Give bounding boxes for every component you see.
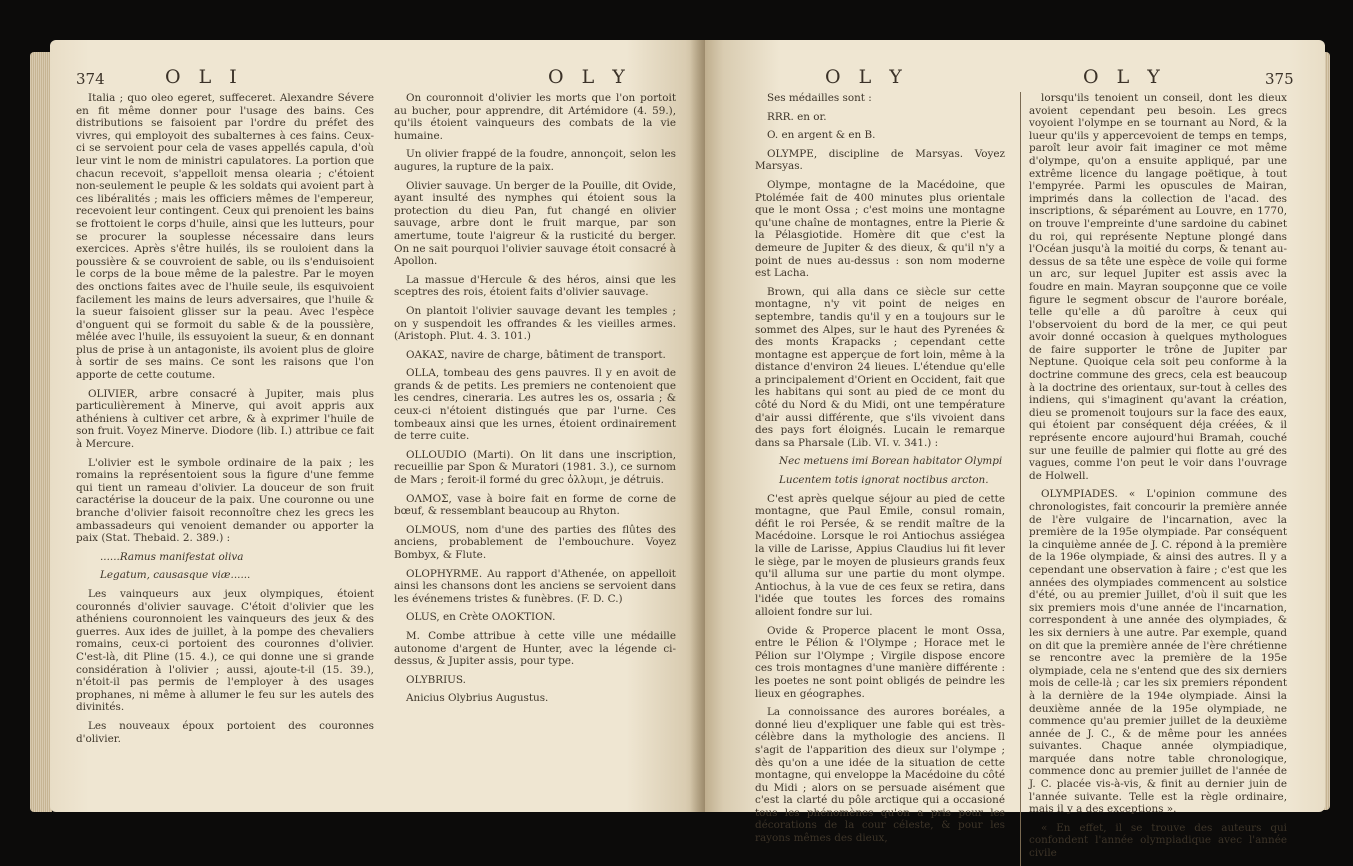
paragraph: Olivier sauvage. Un berger de la Pouille, dit Ovide, ayant insulté des nymphes qui étoient sous la protection du dieu Pan, fut changé en olivier sauvage, arbre dont le fruit marque, par son amertume, toute l'aigreur & la rusticité du berger. On ne sait pourquoi l'olivier sauvage étoit consacré à Apollon.: [394, 179, 676, 268]
paragraph: Les vainqueurs aux jeux olympiques, étoient couronnés d'olivier sauvage. C'étoit d'olivier que les athéniens couronnoient les vainqueurs des jeux & des guerres. Aux ides de juillet, à la pompe des chevaliers romains, ceux-ci portoient des couronnes d'olivier. C'est-là, dit Pline (15. 4.), ce qui donne une si grande considération à l'olivier ; aussi, ajoute-t-il (15. 39.), n'étoit-il pas permis de l'employer à des usages prophanes, ni même à allumer le feu sur les autels des divinités.: [76, 587, 374, 714]
paragraph: L'olivier est le symbole ordinaire de la paix ; les romains la représentoient sous la figure d'une femme qui tient un rameau d'olivier. La douceur de son fruit caractérise la douceur de la paix. Une couronne ou une branche d'olivier faisoit reconnoître chez les grecs les ambassadeurs qui venoient demander ou apporter la paix (Stat. Thebaid. 2. 389.) :: [76, 456, 374, 545]
paragraph: OLYMPE, discipline de Marsyas. Voyez Marsyas.: [755, 147, 1005, 173]
left-page: [50, 40, 705, 812]
paragraph: Brown, qui alla dans ce siècle sur cette montagne, n'y vit point de neiges en septembre, tandis qu'il y en a toujours sur le sommet des Alpes, sur le haut des Pyrenées & des monts Krapacks ; cependant cette montagne est apperçue de fort loin, même à la distance d'environ 24 lieues. L'étendue qu'elle a principalement d'Orient en Occident, fait que les habitans qui sont au pied de ce mont du côté du Nord & du Midi, ont une température d'air aussi différente, que s'ils vivoient dans des pays fort éloignés. Lucain le remarque dans sa Pharsale (Lib. VI. v. 341.) :: [755, 285, 1005, 449]
running-head-left: O L I: [165, 66, 243, 88]
paragraph: Lucentem totis ignorat noctibus arcton.: [779, 474, 989, 487]
paragraph: Olympe, montagne de la Macédoine, que Ptolémée fait de 400 minutes plus orientale que le mont Ossa ; c'est moins une montagne qu'une chaîne de montagnes, entre la Pierie & la Pélasgiotide. Homère dit que c'est la demeure de Jupiter & des dieux, & qu'il n'y a point de nues au-dessus : son nom moderne est Lacha.: [755, 178, 1005, 280]
paragraph: OLIVIER, arbre consacré à Jupiter, mais plus particulièrement à Minerve, qui avoit appris aux athéniens à cultiver cet arbre, & à exprimer l'huile de son fruit. Voyez Minerve. Diodore (lib. I.) attribue ce fait à Mercure.: [76, 387, 374, 451]
paragraph: OLLA, tombeau des gens pauvres. Il y en avoit de grands & de petits. Les premiers ne contenoient que les cendres, cineraria. Les autres les os, ossaria ; & ceux-ci n'étoient distingués que par l'urne. Ces tombeaux ainsi que les urnes, étoient ordinairement de terre cuite.: [394, 367, 676, 443]
paragraph: M. Combe attribue à cette ville une médaille autonome d'argent de Hunter, avec la légende ci-dessus, & Jupiter assis, pour type.: [394, 629, 676, 668]
paragraph: OLYBRIUS.: [406, 673, 466, 686]
page-number: 374: [76, 70, 105, 88]
paragraph: lorsqu'ils tenoient un conseil, dont les dieux avoient cependant peu besoin. Les grecs voyoient l'olympe en se tournant au Nord, & la lueur qu'ils y appercevoient de temps en temps, paroît leur avoir fait imaginer ce mot même d'olympe, qu'on a ensuite appliqué, par une extrême licence du langage poëtique, à tout l'empyrée. Parmi les opuscules de Mairan, imprimés dans la collection de l'acad. des inscriptions, & séparément au Louvre, en 1770, on trouve l'empreinte d'une sardoine du cabinet du roi, qui représente Neptune plongé dans l'Océan jusqu'à la moitié du corps, & tenant au-dessus de sa tête une espèce de voile qui forme un arc, sur lequel Jupiter est assis avec la foudre en main. Mayran soupçonne que ce voile figure le segment obscur de l'aurore boréale, telle qu'elle a dû paroître à ceux qui l'observoient du bord de la mer, ce qui peut avoir donné occasion à quelques mythologues de faire supporter le trône de Jupiter par Neptune. Quoique cela soit peu conforme à la doctrine commune des grecs, cela est beaucoup à la doctrine des orientaux, sur-tout à celles des indiens, qui s'imaginent qu'avant la création, dieu se promenoit toujours sur la face des eaux, qui étoient par conséquent déja créées, & il représente encore aujourd'hui Bramah, couché sur une feuille de palmier qui flotte au gré des vagues, comme l'on peut le voir dans l'ouvrage de Holwell.: [1029, 92, 1287, 482]
paragraph: On couronnoit d'olivier les morts que l'on portoit au bucher, pour apprendre, dit Artémidore (4. 59.), qu'ils étoient vainqueurs des combats de la vie humaine.: [394, 92, 676, 142]
right-page-column-2: [1020, 92, 1287, 866]
left-page-column-1: [76, 92, 374, 751]
paragraph: RRR. en or.: [767, 110, 827, 123]
paragraph: C'est après quelque séjour au pied de cette montagne, que Paul Emile, consul romain, défit le roi Persée, & se rendit maître de la Macédoine. Lorsque le roi Antiochus assiégea la ville de Larisse, Appius Claudius lui fit lever le siège, par le moyen de plusieurs grands feux qu'il alluma sur une partie du mont olympe. Antiochus, à la vue de ces feux se retira, dans l'idée que toutes les forces des romains alloient fondre sur lui.: [755, 492, 1005, 618]
paragraph: Anicius Olybrius Augustus.: [406, 692, 549, 705]
paragraph: Italia ; quo oleo egeret, suffeceret. Alexandre Sévere en fit même donner pour l'usage des bains. Ces distributions se faisoient par l'ordre du préfet des vivres, qui employoit des subalternes à ces fains. Ceux-ci se servoient pour cela de vases appellés capula, d'où leur vint le nom de ministri capulatores. La portion que chacun recevoit, s'appelloit mensa olearia ; c'étoient non-seulement le peuple & les soldats qui avoient part à ces libéralités ; mais les officiers mêmes de l'empereur, recevoient leur contingent. Ceux qui prenoient les bains se frottoient le corps d'huile, ainsi que les lutteurs, pour se procurer la souplesse nécessaire dans leurs exercices. Après s'être huilés, ils se rouloient dans la poussière & se couvroient de sable, ou ils s'enduisoient le corps de la boue même de la palestre. Par le moyen des onctions faites avec de l'huile seule, ils esquivoient facilement les mains de leurs adversaires, que l'huile & la sueur faisoient glisser sur la peau. Avec l'espèce d'onguent qui se formoit du sable & de la poussière, mêlée avec l'huile, ils essuyoient la sueur, & en donnant plus de prise à un antagoniste, ils avoient plus de gloire à sortir de ses mains. Ce sont les raisons que l'on apporte de cette coutume.: [76, 92, 374, 382]
paragraph: Ovide & Properce placent le mont Ossa, entre le Pélion & l'Olympe ; Horace met le Pélion sur l'Olympe ; Virgile dispose encore ces trois montagnes d'une manière différente : les poetes ne sont point obligés de peindre les lieux en géographes.: [755, 624, 1005, 700]
page-number: 375: [1265, 70, 1294, 88]
paragraph: Nec metuens imi Borean habitator Olympi: [779, 455, 1003, 468]
paragraph: Legatum, causasque viæ......: [100, 569, 251, 582]
paragraph: OLMOUS, nom d'une des parties des flûtes des anciens, probablement de l'embouchure. Voyez Bombyx, & Flute.: [394, 523, 676, 561]
paragraph: OLYMPIADES. « L'opinion commune des chronologistes, fait concourir la première année de l'ère vulgaire de l'incarnation, avec la première de la 195e olympiade. Par conséquent la cinquième année de J. C. répond à la première de la 196e olympiade, & ainsi des autres. Il y a cependant une observation à faire ; c'est que les années des olympiades commencent au solstice d'été, ou au premier Juillet, d'où il suit que les six premiers mois d'une année de l'incarnation, correspondent à une année des olympiades, & les six derniers à une autre. Par exemple, quand on dit que la première année de l'ère chrétienne se rencontre avec la première de la 195e olympiade, cela ne s'entend que des six derniers mois de celle-là ; car les six premiers répondent à la dernière de la 194e olympiade. Ainsi la deuxième année de la 195e olympiade, ne commence qu'au premier juillet de la deuxième année de J. C., & de même pour les années suivantes. Chaque année olympiadique, marquée dans notre table chronologique, commence donc au premier juillet de l'année de J. C. placée vis-à-vis, & finit au dernier juin de l'année suivante. Telle est la règle ordinaire, mais il y a des exceptions ».: [1029, 488, 1287, 816]
paragraph: ......Ramus manifestat oliva: [100, 550, 244, 563]
paragraph: O. en argent & en B.: [767, 129, 876, 142]
paragraph: La connoissance des aurores boréales, a donné lieu d'expliquer une fable qui est très-célèbre dans la mythologie des anciens. Il s'agit de l'apparition des dieux sur l'olympe ; dès qu'on a une idée de la situation de cette montagne, qui enveloppe la Macédoine du côté du Midi ; alors on se persuade aisément que c'est la clarté du pôle arctique qui a occasioné tous les phénomènes qu'on a pris pour les décorations de la cour céleste, & pour les rayons mêmes des dieux,: [755, 706, 1005, 845]
paragraph: OAKAΣ, navire de charge, bâtiment de transport.: [406, 348, 666, 361]
paragraph: OLUS, en Crète OΛOKTION.: [406, 611, 556, 624]
right-page-column-1: [755, 92, 1005, 851]
left-page-column-2: [394, 92, 676, 711]
paragraph: La massue d'Hercule & des héros, ainsi que les sceptres des rois, étoient faits d'olivier sauvage.: [394, 273, 676, 299]
paragraph: OLOPHYRME. Au rapport d'Athenée, on appelloit ainsi les chansons dont les anciens se servoient dans les événemens tristes & funèbres. (F. D. C.): [394, 567, 676, 605]
right-page: [705, 40, 1325, 860]
running-head-left: O L Y: [825, 66, 908, 88]
paragraph: OΛMOΣ, vase à boire fait en forme de corne de bœuf, & ressemblant beaucoup au Rhyton.: [394, 492, 676, 518]
open-book: [30, 22, 1330, 860]
paragraph: Ses médailles sont :: [767, 92, 872, 104]
page-edges-left: [30, 52, 52, 812]
paragraph: « En effet, il se trouve des auteurs qui confondent l'année olympiadique avec l'année civile: [1029, 821, 1287, 860]
running-head-right: O L Y: [548, 66, 631, 88]
paragraph: Les nouveaux époux portoient des couronnes d'olivier.: [76, 719, 374, 745]
paragraph: On plantoit l'olivier sauvage devant les temples ; on y suspendoit les offrandes & les vieilles armes. (Aristoph. Plut. 4. 3. 101.): [394, 304, 676, 343]
paragraph: OLLOUDIO (Marti). On lit dans une inscription, recueillie par Spon & Muratori (1981. 3.), ce surnom de Mars ; feroit-il formé du grec ὀλλυμι, je détruis.: [394, 448, 676, 487]
paragraph: Un olivier frappé de la foudre, annonçoit, selon les augures, la rupture de la paix.: [394, 148, 676, 173]
running-head-right: O L Y: [1083, 66, 1166, 88]
